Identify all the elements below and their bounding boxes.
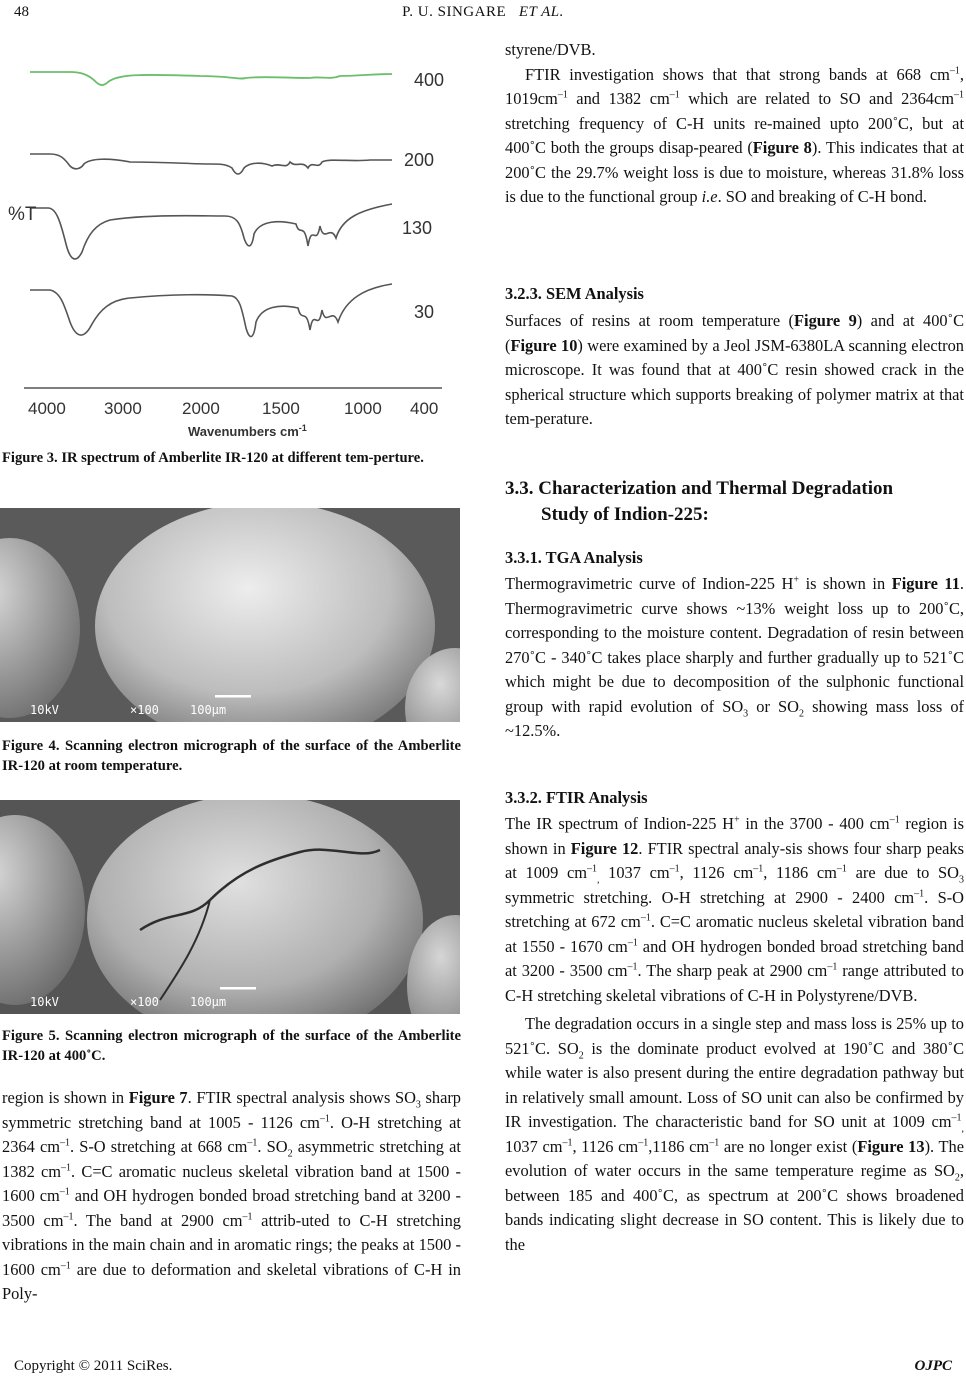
figure-ref[interactable]: Figure 7 [128, 1088, 188, 1107]
paragraph-ftir-indion: The IR spectrum of Indion-225 H+ in the 3700 - 400 $cm^{-1}$ region is shown in Figure 12. FTIR spectral analy-sis shows four sharp peaks at 1009 $cm^{-1}_,$ 1037 $cm^{-1}$, 1126 $cm^{-1}$, 1186 $cm^{-1}$ are due to $SO_3$ symmetric stretching. O-H stretching at 2900 - 2400 $cm^{-1}$. S-O stretching at 672 $cm^{-1}$. C=C aromatic nucleus skeletal vibration band at 1550 - 1670 $cm^{-1}$ and OH hydrogen bonded broad stretching band at 3200 - 3500 $cm^{-1}$. The sharp peak at 2900 $cm^{-1}$ range attributed to C-H stretching skeletal vibrations of C-H in Polystyrene/DVB. The degradation occurs in a single step and mass loss is 25% up to 521˚C. $SO_2$ is the dominate product evolved at 190˚C and 380˚C while water is also present during the entire degradation pathway but in relatively small amount. Loss of SO unit can also be confirmed by IR investigation. The characteristic band for SO unit at 1009 $cm^{-1}_,$ 1037 $cm^{-1}$, 1126 $cm^{-1},1186$ $cm^{-1}$ are no longer exist (Figure 13). The evolution of water occurs in the same temperature regime as $SO_2$, between 185 and 400˚C, as spectrum at 200˚C shows broadened bands indicating slight decrease in SO content. This is likely due to the [505, 812, 964, 1257]
ir-curve-label-30: 30 [414, 302, 435, 322]
sem-overlay-mag: ×100 [130, 995, 159, 1009]
right-column-text-top [505, 38, 964, 210]
figure5-sem-image [0, 800, 460, 1014]
heading-ftir-analysis: 3.3.2. FTIR Analysis [505, 788, 648, 807]
ir-ylabel: %T [8, 204, 37, 225]
figure4-sem-image [0, 508, 460, 722]
figure-ref[interactable]: Figure 10 [510, 335, 578, 355]
paragraph-degradation: The degradation occurs in a single step and mass loss is 25% up to 521˚C. $SO_2$ is the dominate product evolved at 190˚C and 380˚C while water is also present during the entire degradation pathway but in relatively small amount. Loss of SO unit can also be confirmed by IR investigation. The characteristic band for SO unit at 1009 $cm^{-1}_,$ 1037 $cm^{-1}$, 1126 $cm^{-1},1186$ $cm^{-1}$ are no longer exist (Figure 13). The evolution of water occurs in the same temperature regime as $SO_2$, between 185 and 400˚C, as spectrum at 200˚C shows broadened bands indicating slight decrease in SO content. This is likely due to the [505, 1014, 965, 1254]
ir-xtick-400: 400 [410, 399, 439, 418]
sem-overlay-scale: 100μm [190, 995, 227, 1009]
ir-curve-label-200: 200 [404, 150, 435, 170]
figure-ref[interactable]: Figure 11 [891, 574, 960, 593]
sem-overlay-mag: ×100 [130, 703, 159, 717]
paragraph-ftir-investigation: FTIR investigation shows that that strong bands at 668 $cm^{-1}$, $1019cm^{-1}$ and 1382 $cm^{-1}$ which are related to SO and $2364cm^{-1}$ stretching frequency of C-H units re-mained upto 200˚C, but at 400˚C both the groups disap-peared (Figure 8). This indicates that at 200˚C the 29.7% weight loss is due to moisture, whereas 31.8% loss is due to the functional group i.e. SO and breaking of C-H bond. [505, 64, 964, 206]
sem-bead-large [95, 508, 435, 722]
figure-ref[interactable]: Figure 9 [794, 311, 857, 330]
ir-curve-30 [30, 284, 392, 337]
footer-copyright: Copyright © 2011 SciRes. [14, 1358, 173, 1374]
ir-xlabel: Wavenumbers $cm^{-1}$ [188, 423, 307, 439]
figure4-caption: Figure 4. Scanning electron micrograph of the surface of the Amberlite IR-120 at room temperature. [2, 738, 461, 774]
left-column-text [2, 1086, 461, 1307]
authors-etal: ET AL. [518, 4, 564, 20]
figure5-caption: Figure 5. Scanning electron micrograph of the surface of the Amberlite IR-120 at 400˚C. [2, 1028, 461, 1064]
figure-ref[interactable]: Figure 8 [752, 138, 812, 157]
ir-xtick-2000: 2000 [182, 399, 220, 418]
sem-overlay-scale: 100μm [190, 703, 227, 717]
heading-sem-analysis: 3.2.3. SEM Analysis [505, 284, 644, 303]
figure-ref[interactable]: Figure 12 [570, 838, 639, 858]
sem-overlay-kv: 10kV [30, 703, 59, 717]
page-number: 48 [14, 4, 29, 20]
ir-xtick-1500: 1500 [262, 399, 300, 418]
authors-name: P. U. SINGARE [402, 4, 507, 20]
ir-xtick-4000: 4000 [28, 399, 66, 418]
ir-curve-200 [30, 154, 392, 174]
ir-xtick-3000: 3000 [104, 399, 142, 418]
sem-scale-bar [215, 695, 251, 698]
sem-cracked-bead [87, 800, 423, 1014]
figure3-caption: Figure 3. IR spectrum of Amberlite IR-120 at different tem-perture. [2, 450, 424, 466]
ir-curve-400 [30, 72, 392, 85]
ir-curve-label-400: 400 [414, 70, 445, 90]
sem-scale-bar [220, 987, 256, 990]
ir-xtick-1000: 1000 [344, 399, 382, 418]
paragraph-continuation: styrene/DVB. [505, 40, 596, 59]
running-header-authors [0, 4, 966, 21]
paragraph-sem: Surfaces of resins at room temperature (Figure 9) and at 400˚C (Figure 10) were examined by a Jeol JSM-6380LA scanning electron microscope. It was found that at 400˚C resin showed crack in the spherical structure which supports breaking of polymer matrix at that tem-perature. [505, 311, 964, 428]
paragraph-ftir-amberlite: region is shown in Figure 7. FTIR spectral analysis shows $SO_3$ sharp symmetric stretching band at 1005 - 1126 $cm^{-1}$. O-H stretching at 2364 $cm^{-1}$. S-O stretching at 668 $cm^{-1}$. $SO_2$ asymmetric stretching at 1382 $cm^{-1}$. C=C aromatic nucleus skeletal vibration band at 1500 - 1600 $cm^{-1}$ and OH hydrogen bonded broad stretching band at 3200 - 3500 $cm^{-1}$. The band at 2900 $cm^{-1}$ attrib-uted to C-H stretching vibrations in the main chain and in aromatic rings; the peaks at 1500 - 1600 $cm^{-1}$ are due to deformation and skeletal vibrations of C-H in Poly- [2, 1088, 462, 1303]
ir-curve-130 [30, 204, 392, 259]
sem-overlay-kv: 10kV [30, 995, 59, 1009]
ir-curve-label-130: 130 [402, 218, 433, 238]
heading-tga-analysis: 3.3.1. TGA Analysis [505, 548, 643, 567]
figure-ref[interactable]: Figure 13 [857, 1136, 925, 1156]
footer-journal: OJPC [914, 1358, 952, 1374]
heading-section-3-3: 3.3. Characterization and Thermal Degradation Study of Indion-225: [505, 478, 894, 525]
paragraph-tga: Thermogravimetric curve of Indion-225 H+ is shown in Figure 11. Thermogravimetric curve shows ~13% weight loss up to 200˚C, corresponding to the moisture content. Degradation of resin between 270˚C - 340˚C takes place sharply and further gradually up to 521˚C which might be due to decomposition of the sulphonic functional group with rapid evolution of $SO_3$ or $SO_2$ showing mass loss of ~12.5%. [505, 574, 964, 740]
figure3-ir-spectrum [0, 38, 462, 440]
